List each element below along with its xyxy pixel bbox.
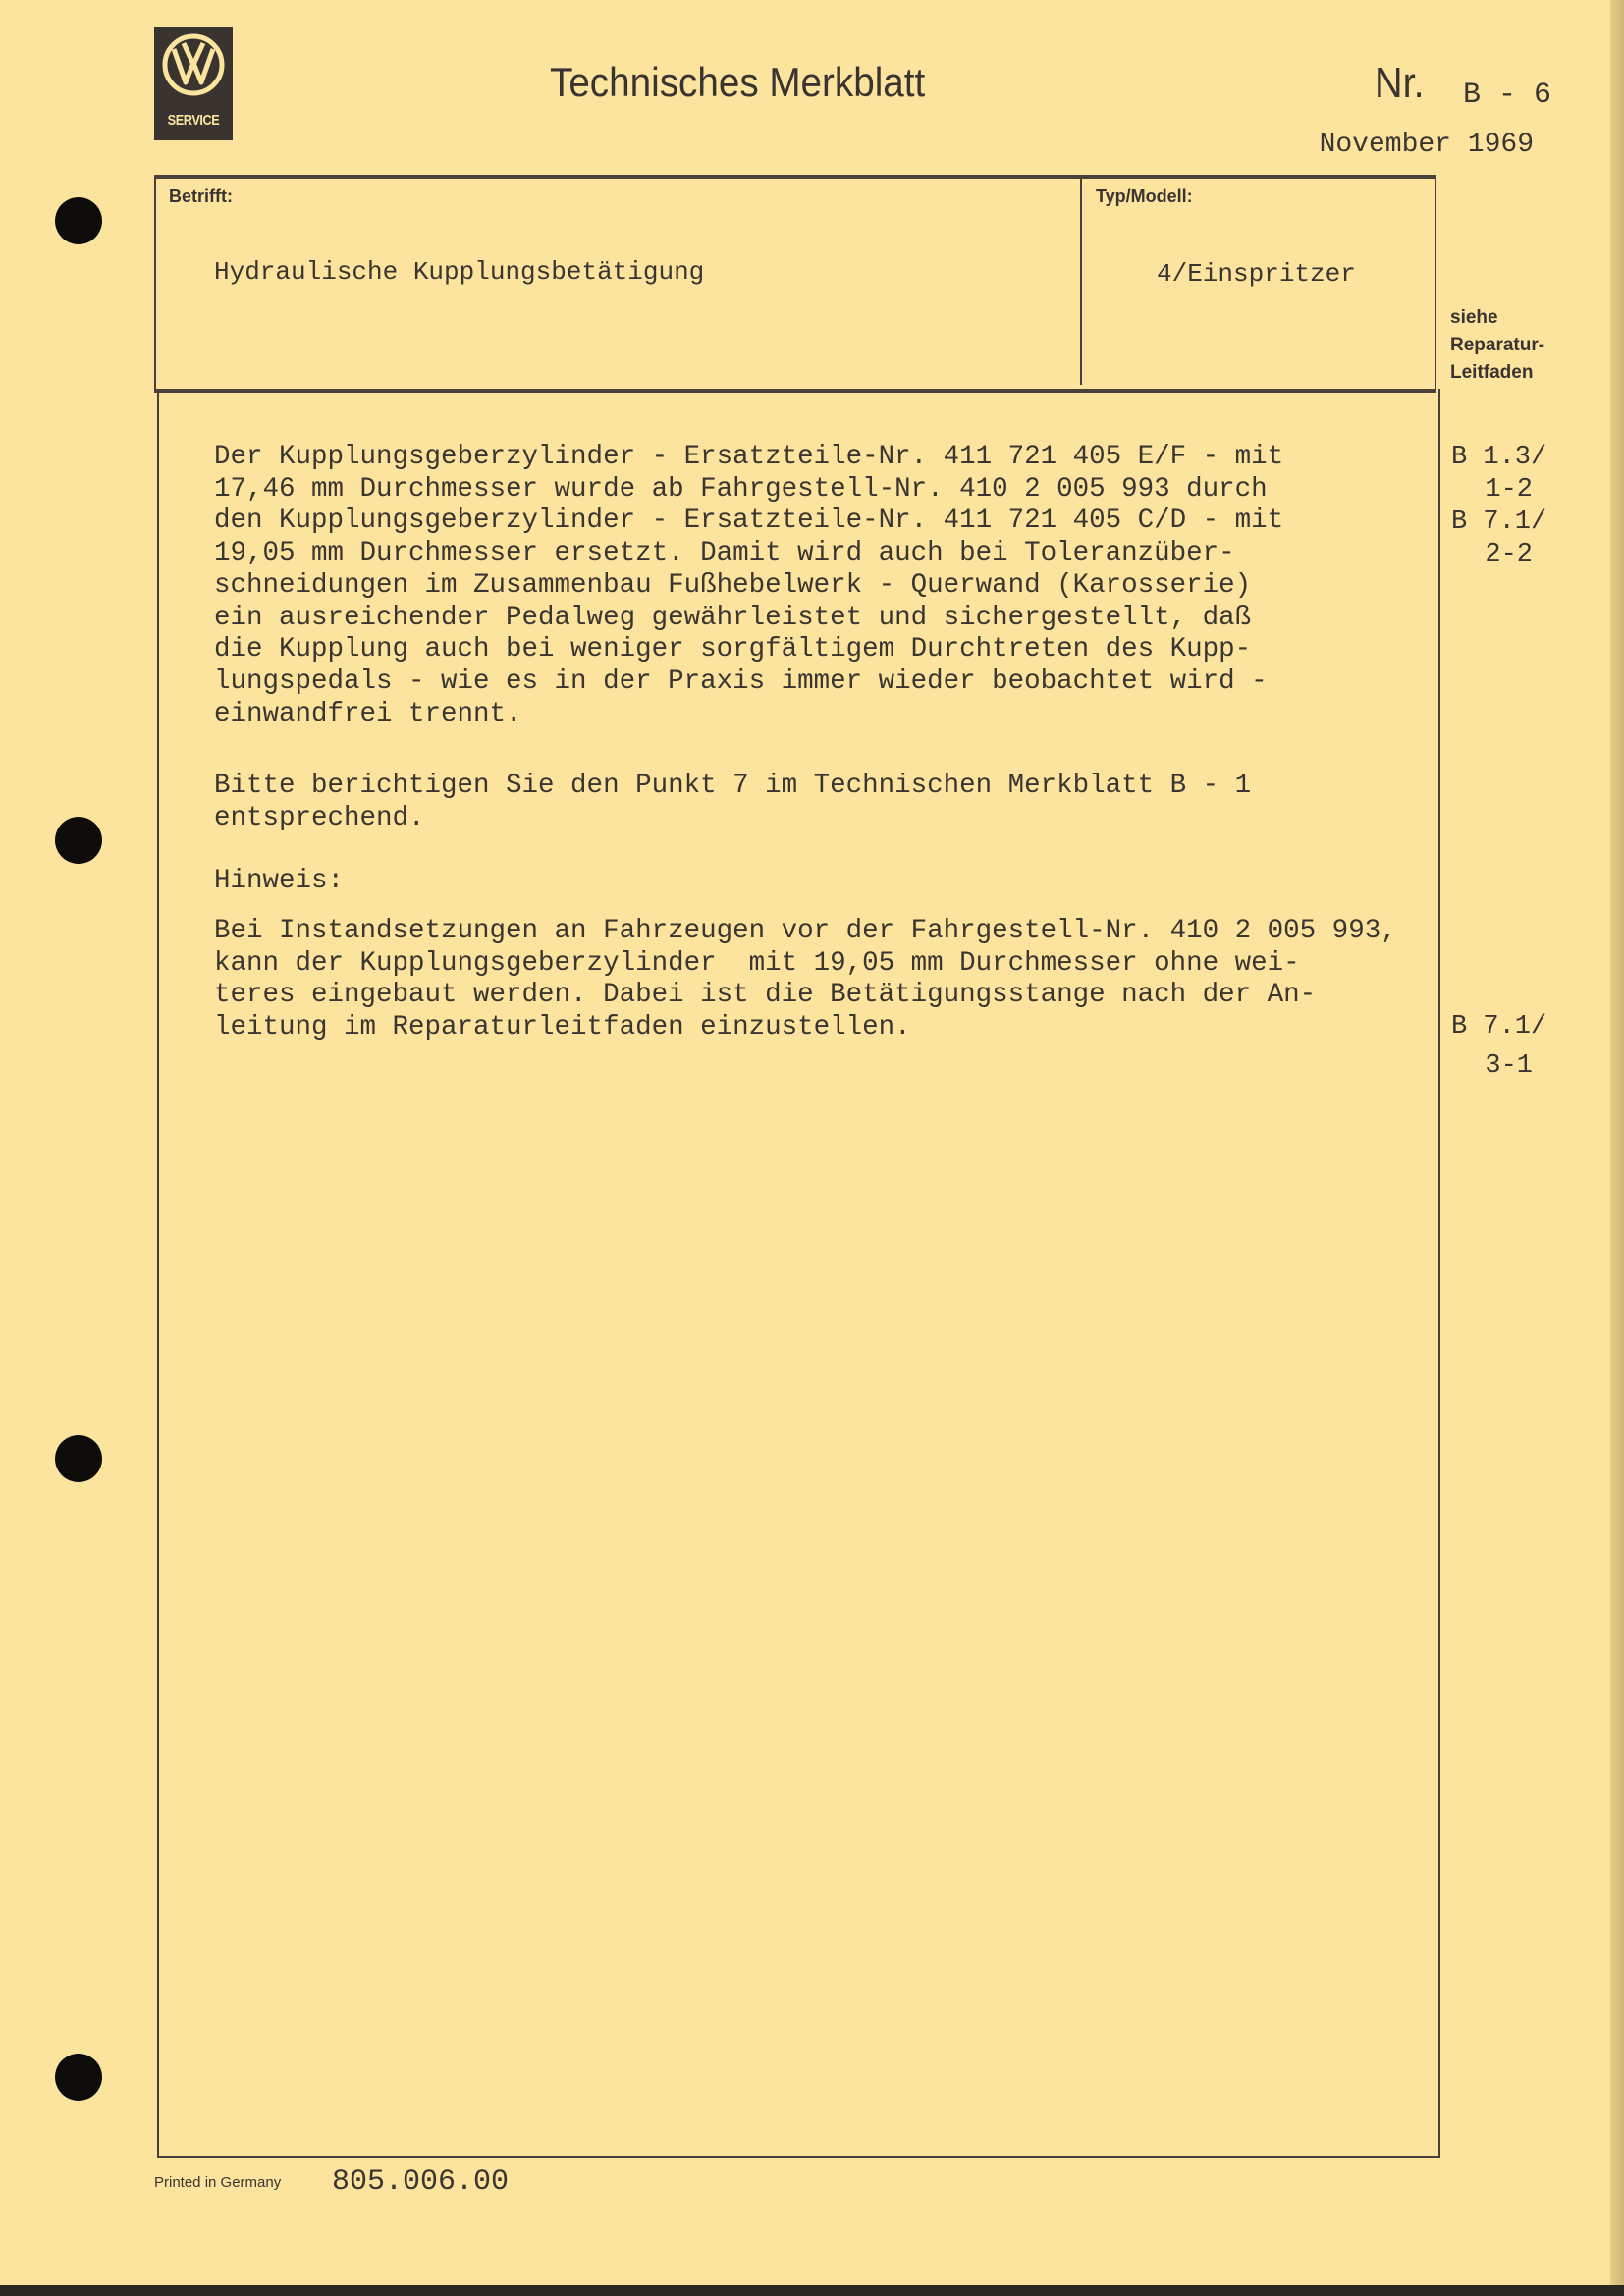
punch-hole xyxy=(55,2054,102,2101)
paragraph-1-line: lungspedals - wie es in der Praxis immer wieder beobachtet wird - xyxy=(214,666,1268,697)
note-heading: Hinweis: xyxy=(214,866,345,896)
punch-hole xyxy=(55,197,102,244)
paragraph-3-line: kann der Kupplungsgeberzylinder mit 19,05 mm Durchmesser ohne wei- xyxy=(214,947,1300,979)
see-manual-label xyxy=(1450,304,1544,387)
reference-chapter: B 1.3/ xyxy=(1451,443,1547,472)
punch-hole xyxy=(55,817,102,864)
document-date: November 1969 xyxy=(1319,130,1534,160)
reference-chapter: B 7.1/ xyxy=(1451,1012,1547,1041)
see-label-line: siehe xyxy=(1450,307,1498,328)
printed-in-label: Printed in Germany xyxy=(154,2174,282,2191)
paragraph-1-line: einwandfrei trennt. xyxy=(214,698,522,729)
paragraph-1-line: die Kupplung auch bei weniger sorgfältigem Durchtreten des Kupp- xyxy=(214,634,1252,666)
model-label: Typ/Modell: xyxy=(1096,187,1193,206)
subject-value: Hydraulische Kupplungsbetätigung xyxy=(214,257,705,287)
page-edge-shadow xyxy=(1610,0,1624,2296)
paragraph-1-line: ein ausreichender Pedalweg gewährleistet und sichergestellt, daß xyxy=(214,602,1252,633)
paragraph-1-line: Der Kupplungsgeberzylinder - Ersatzteile-Nr. 411 721 405 E/F - mit xyxy=(214,442,1284,472)
see-label-line: Leitfaden xyxy=(1450,362,1534,383)
subject-label: Betrifft: xyxy=(169,187,233,206)
see-label-line: Reparatur- xyxy=(1450,335,1545,355)
paragraph-3-line: leitung im Reparaturleitfaden einzustellen. xyxy=(214,1012,911,1043)
vw-emblem-icon xyxy=(162,33,225,96)
form-number: 805.006.00 xyxy=(332,2165,510,2199)
logo-text: SERVICE xyxy=(167,112,220,129)
model-value: 4/Einspritzer xyxy=(1157,259,1356,289)
paragraph-1-line: schneidungen im Zusammenbau Fußhebelwerk - Querwand (Karosserie) xyxy=(214,569,1252,601)
document-title: Technisches Merkblatt xyxy=(550,59,926,105)
reference-page: 3-1 xyxy=(1485,1051,1533,1081)
subject-divider xyxy=(1080,177,1082,385)
reference-page: 2-2 xyxy=(1485,540,1533,569)
paragraph-1-line: den Kupplungsgeberzylinder - Ersatzteile-Nr. 411 721 405 C/D - mit xyxy=(214,506,1284,537)
paragraph-2-line: entsprechend. xyxy=(214,802,425,833)
paragraph-3-line: teres eingebaut werden. Dabei ist die Betätigungsstange nach der An- xyxy=(214,980,1317,1011)
paragraph-1-line: 17,46 mm Durchmesser wurde ab Fahrgestell-Nr. 410 2 005 993 durch xyxy=(214,473,1268,505)
paragraph-1-line: 19,05 mm Durchmesser ersetzt. Damit wird auch bei Toleranzüber- xyxy=(214,538,1235,569)
number-label: Nr. xyxy=(1375,59,1425,107)
vw-service-logo xyxy=(154,27,233,140)
reference-page: 1-2 xyxy=(1485,475,1533,505)
reference-chapter: B 7.1/ xyxy=(1451,507,1547,537)
document-number: B - 6 xyxy=(1463,79,1552,112)
punch-hole xyxy=(55,1435,102,1482)
paragraph-3-line: Bei Instandsetzungen an Fahrzeugen vor der Fahrgestell-Nr. 410 2 005 993, xyxy=(214,916,1397,946)
page-bottom-edge xyxy=(0,2285,1624,2296)
paragraph-2-line: Bitte berichtigen Sie den Punkt 7 im Technischen Merkblatt B - 1 xyxy=(214,771,1252,801)
